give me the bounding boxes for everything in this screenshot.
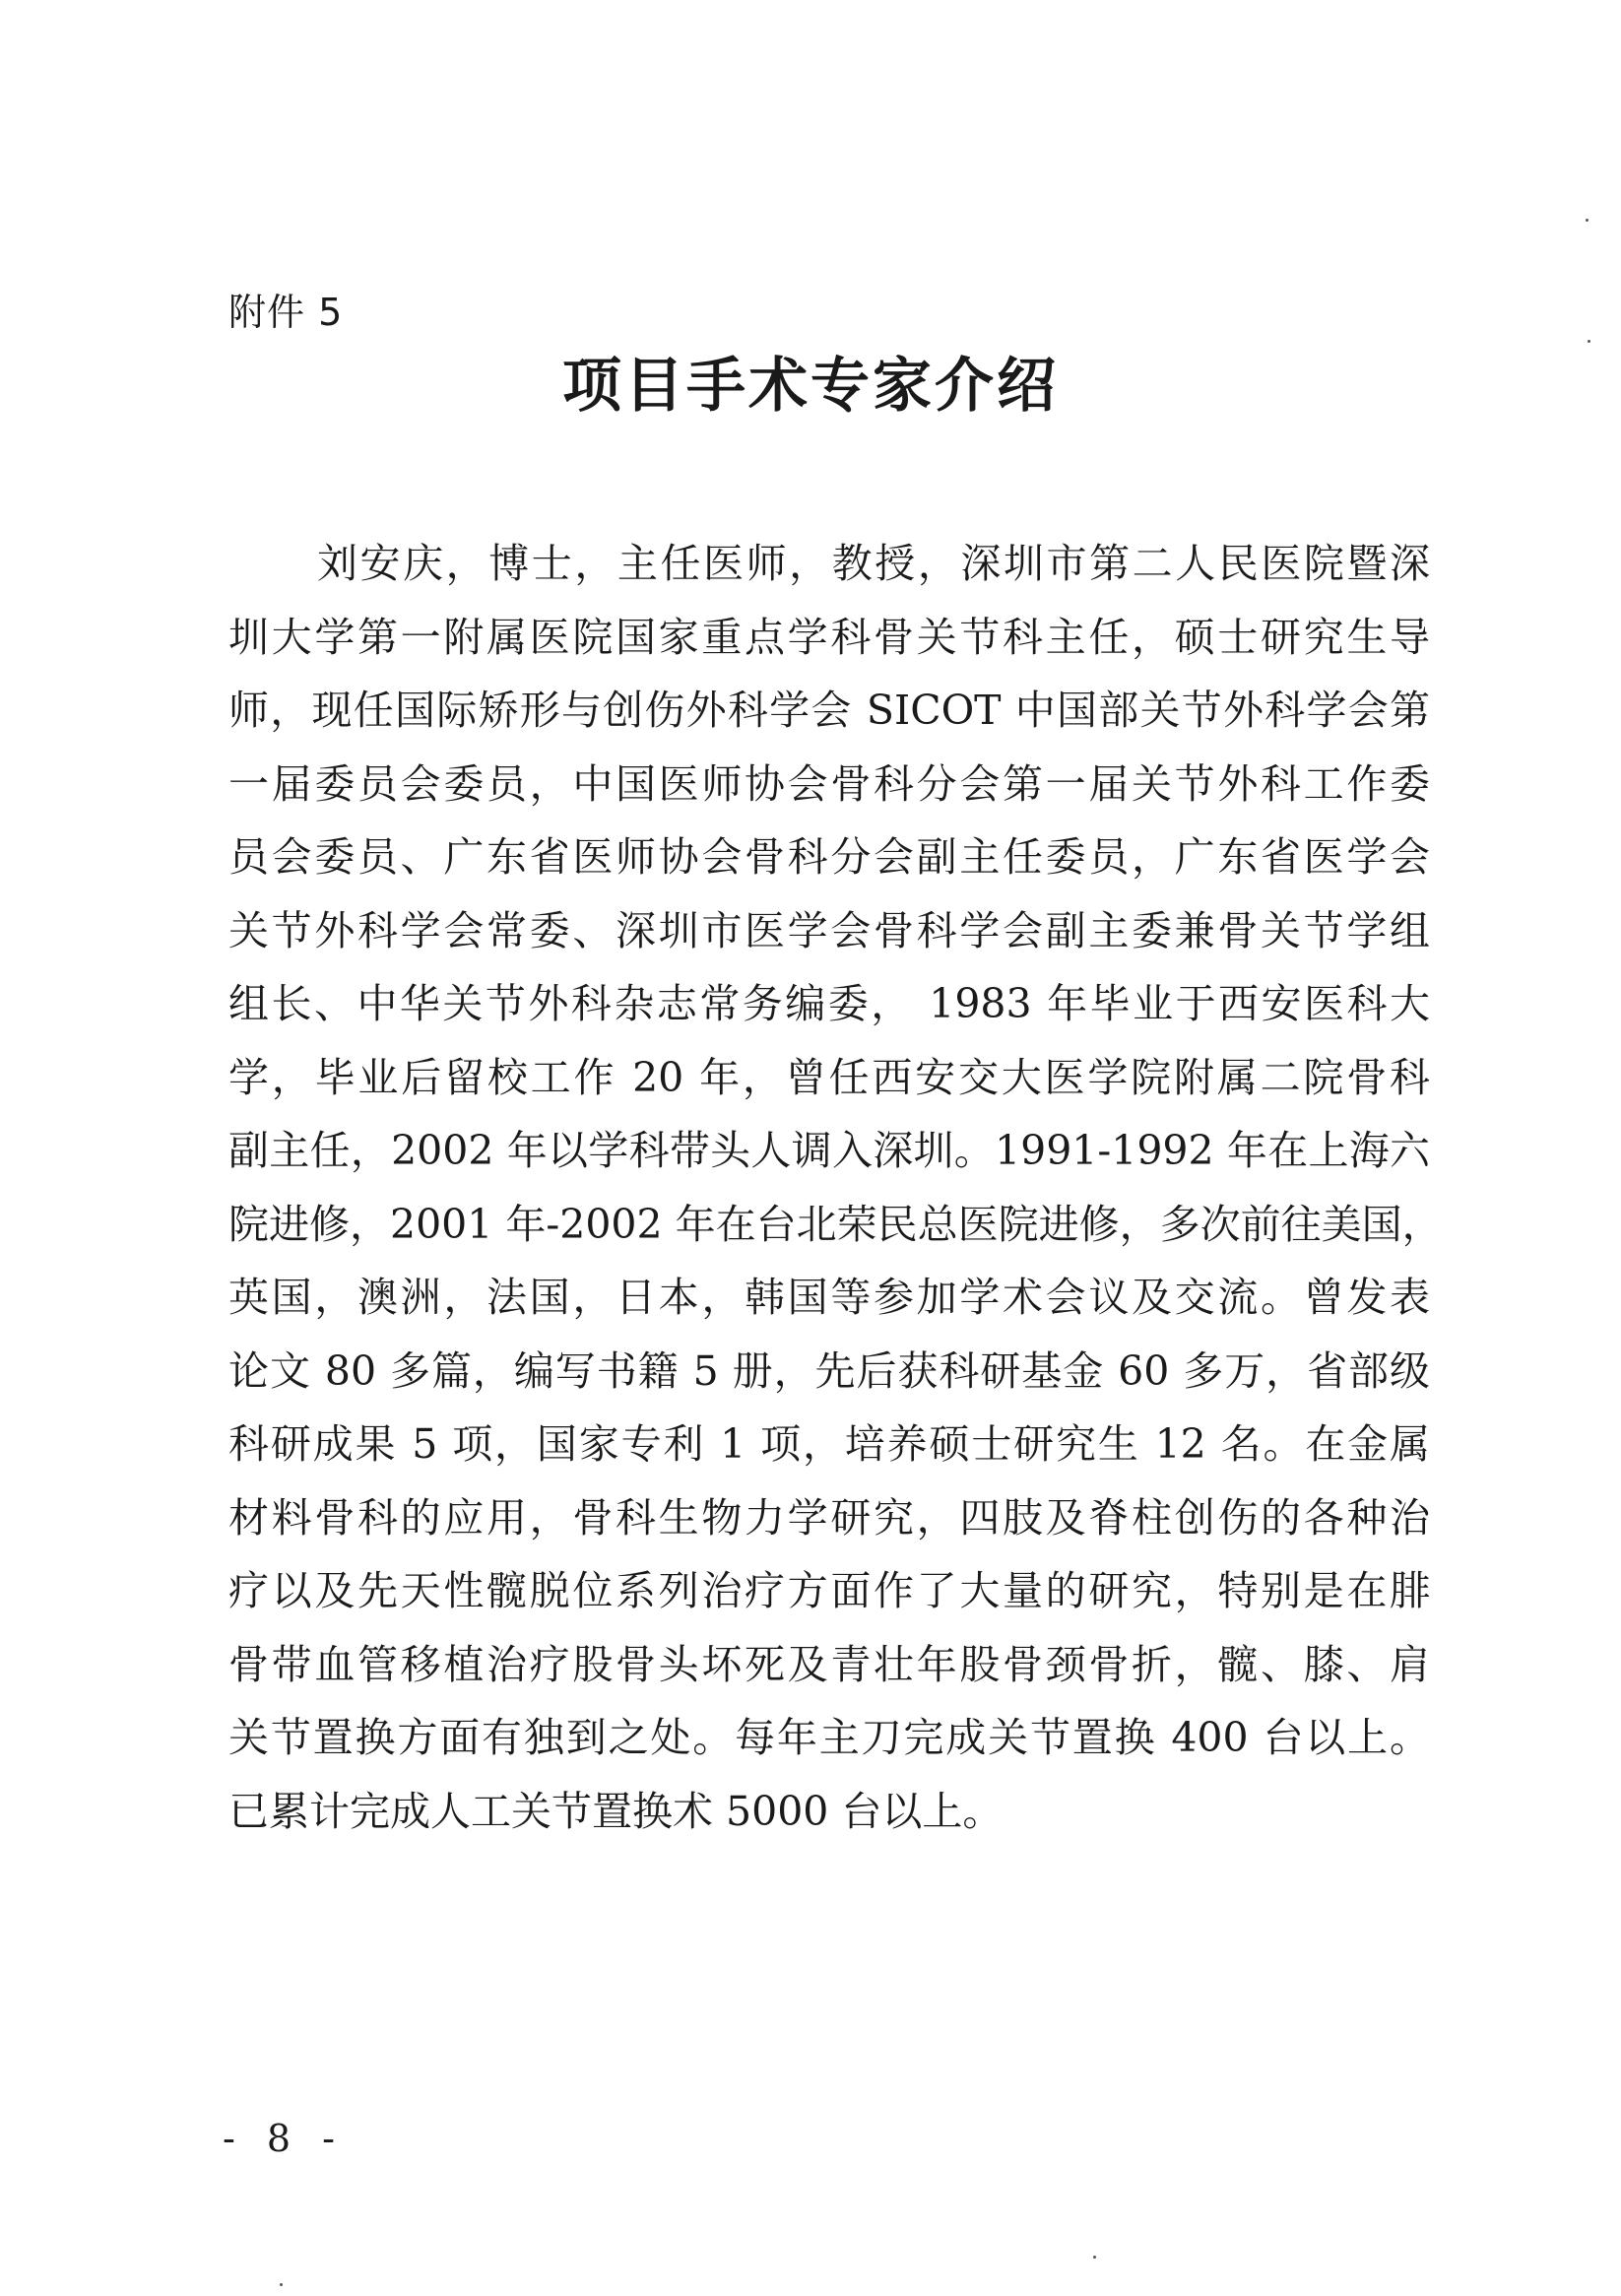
page-title: 项目手术专家介绍	[562, 352, 1059, 421]
body-line: 副主任，2002 年以学科带头人调入深圳。1991-1992 年在上海六	[228, 1127, 1430, 1174]
body-line: 师，现任国际矫形与创伤外科学会 SICOT 中国部关节外科学会第	[228, 687, 1430, 734]
body-line: 关节置换方面有独到之处。每年主刀完成关节置换 400 台以上。	[228, 1714, 1430, 1761]
body-paragraph	[228, 527, 1443, 1848]
body-line: 员会委员、广东省医师协会骨科分会副主任委员，广东省医学会	[228, 833, 1430, 881]
body-line: 圳大学第一附属医院国家重点学科骨关节科主任，硕士研究生导	[228, 613, 1430, 661]
body-line: 论文 80 多篇，编写书籍 5 册，先后获科研基金 60 多万，省部级	[228, 1346, 1430, 1395]
attachment-label: 附件 5	[228, 291, 344, 334]
body-line: 组长、中华关节外科杂志常务编委， 1983 年毕业于西安医科大	[228, 980, 1430, 1027]
body-line: 材料骨科的应用，骨科生物力学研究，四肢及脊柱创伤的各种治	[228, 1493, 1430, 1542]
body-line: 已累计完成人工关节置换术 5000 台以上。	[228, 1787, 1004, 1835]
body-line: 英国，澳洲，法国，日本，韩国等参加学术会议及交流。曾发表	[228, 1274, 1430, 1321]
scan-speck	[280, 2283, 283, 2286]
page-number: - 8 -	[223, 2117, 346, 2160]
scan-speck	[1586, 219, 1589, 222]
body-line: 疗以及先天性髋脱位系列治疗方面作了大量的研究，特别是在腓	[228, 1567, 1430, 1614]
body-line: 一届委员会委员，中国医师协会骨科分会第一届关节外科工作委	[228, 759, 1430, 808]
body-line: 骨带血管移植治疗股骨头坏死及青壮年股骨颈骨折，髋、膝、肩	[228, 1640, 1430, 1688]
scan-speck	[1093, 2256, 1096, 2259]
body-line: 关节外科学会常委、深圳市医学会骨科学会副主委兼骨关节学组	[228, 906, 1430, 954]
body-line: 刘安庆，博士，主任医师，教授，深圳市第二人民医院暨深	[317, 540, 1430, 587]
body-line: 院进修，2001 年-2002 年在台北荣民总医院进修，多次前往美国，	[228, 1200, 1443, 1248]
body-line: 科研成果 5 项，国家专利 1 项，培养硕士研究生 12 名。在金属	[228, 1420, 1430, 1468]
scan-speck	[1588, 340, 1590, 343]
body-line: 学，毕业后留校工作 20 年，曾任西安交大医学院附属二院骨科	[228, 1053, 1430, 1101]
